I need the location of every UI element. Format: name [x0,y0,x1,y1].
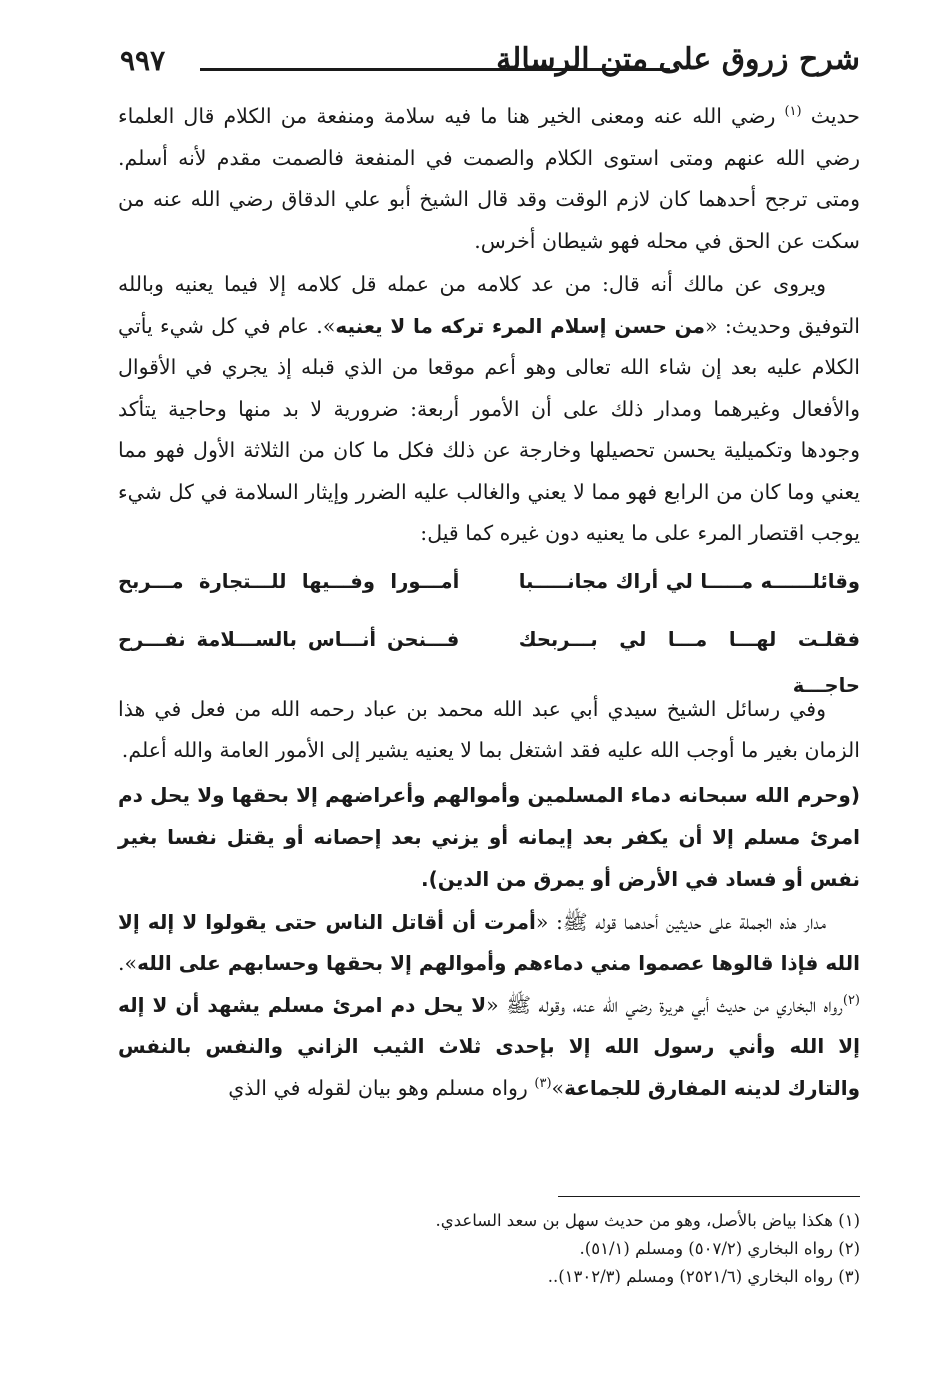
hadith-quote: لا يحل دم امرئ مسلم يشهد أن لا إله إلا الله وأني رسول الله إلا بإحدى ثلاث الثيب الزاني والنفس بالنفس والتارك لدينه المفارق للجماعة [118,992,860,1100]
verse-line [118,559,860,617]
verse-second-hemistich: أمـــورا وفـــيها للـــتجارة مـــربح [118,569,460,593]
paragraph-text: رواه البخاري من حديث أبي هريرة رضي الله عنه، وقوله ﷺ « [486,992,843,1017]
footnote: (٣) رواه البخاري (٢٥٢١/٦) ومسلم (١٣٠٢/٣).. [547,1267,860,1286]
verse-line [118,617,860,697]
paragraph-1 [118,96,860,262]
paragraph-5 [118,902,860,1110]
hadith-quote: أمرت أن أقاتل الناس حتى يقولوا لا إله إلا الله فإذا قالوها عصموا مني دماءهم وأموالهم إلا بحقها وحسابهم على الله [118,909,860,975]
footnote-ref: (٢) [842,992,860,1008]
paragraph-2 [118,264,860,555]
verse-first-hemistich: فقلـت لهـــا مـــا لي بـــربحك حاجـــة [518,627,860,697]
paragraph-text: رواه مسلم وهو بيان لقوله في الذي [228,1075,528,1100]
hadith-quote: من حسن إسلام المرء تركه ما لا يعنيه [335,313,706,338]
verse-first-hemistich: وقائلــــــه مـــــا لي أراك مجانـــــبا [518,569,860,593]
matn-text: (وحرم الله سبحانه دماء المسلمين وأموالهم وأعراضهم إلا بحقها ولا يحل دم امرئ مسلم إلا أن يكفر بعد إيمانه أو يزني بعد إحصانه أو يقتل نفسا بغير نفس أو فساد في الأرض أو يمرق من الدين). [118,782,860,891]
paragraph-text: مدار هذه الجملة على حديثين أحدهما قوله ﷺ: « [535,909,826,934]
footnote: (١) هكذا بياض بالأصل، وهو من حديث سهل بن سعد الساعدي. [435,1211,860,1230]
paragraph-text: رضي الله عنه ومعنى الخير هنا ما فيه سلامة ومنفعة من الكلام قال العلماء رضي الله عنهم ومتى استوى الكلام والصمت في المنفعة فالصمت مقدم لأنه أسلم. ومتى ترجح أحدهما كان لازم الوقت وقد قال الشيخ أبو علي الدقاق رضي الله عنه من سكت عن الحق في محله فهو شيطان أخرس. [118,104,860,253]
paragraph-text: حديث [810,104,860,128]
footnote-ref: (١) [784,104,802,120]
footnote-ref: (٣) [534,1075,552,1091]
footnote: (٢) رواه البخاري (٥٠٧/٢) ومسلم (٥١/١). [579,1239,860,1258]
page-header [120,40,860,90]
book-title: شرح زروق على متن الرسالة [496,42,860,77]
paragraph-text: ويروى عن مالك أنه قال: من عد كلامه من عمله قل كلامه إلا فيما يعنيه وبالله التوفيق وحديث: « [118,272,860,338]
poem [118,559,860,697]
page-number: ٩٩٧ [120,44,166,77]
page-body [118,96,860,1109]
verse-second-hemistich: فـــنحن أنـــاس بالســـلامة نفـــرح [118,627,460,651]
paragraph-text: ». [118,951,138,975]
paragraph-text: » [551,1075,565,1100]
paragraph-text: ». عام في كل شيء يأتي الكلام عليه بعد إن شاء الله تعالى وهو أعم موقعا من الذي قبله إذ يجري في الأقوال والأفعال وغيرهما ومدار ذلك على أن الأمور أربعة: ضرورية لا بد منها وحاجية يتأكد وجودها وتكميلية يحسن تحصيلها وخارجة عن ذلك فكل ما كان من الثلاثة الأول فهو مما يعني وما كان من الرابع فهو مما لا يعني والغالب عليه الضرر وإيثار السلامة في كل شيء يوجب اقتصار المرء على ما يعنيه دون غيره كما قيل: [118,313,860,545]
footnote-rule [558,1196,860,1197]
footnotes [118,1196,860,1291]
paragraph-3: وفي رسائل الشيخ سيدي أبي عبد الله محمد بن عباد رحمه الله من فعل في هذا الزمان بغير ما أوجب الله عليه فقد اشتغل بما لا يعنيه يشير إلى الأمور العامة والله أعلم. [118,696,860,762]
